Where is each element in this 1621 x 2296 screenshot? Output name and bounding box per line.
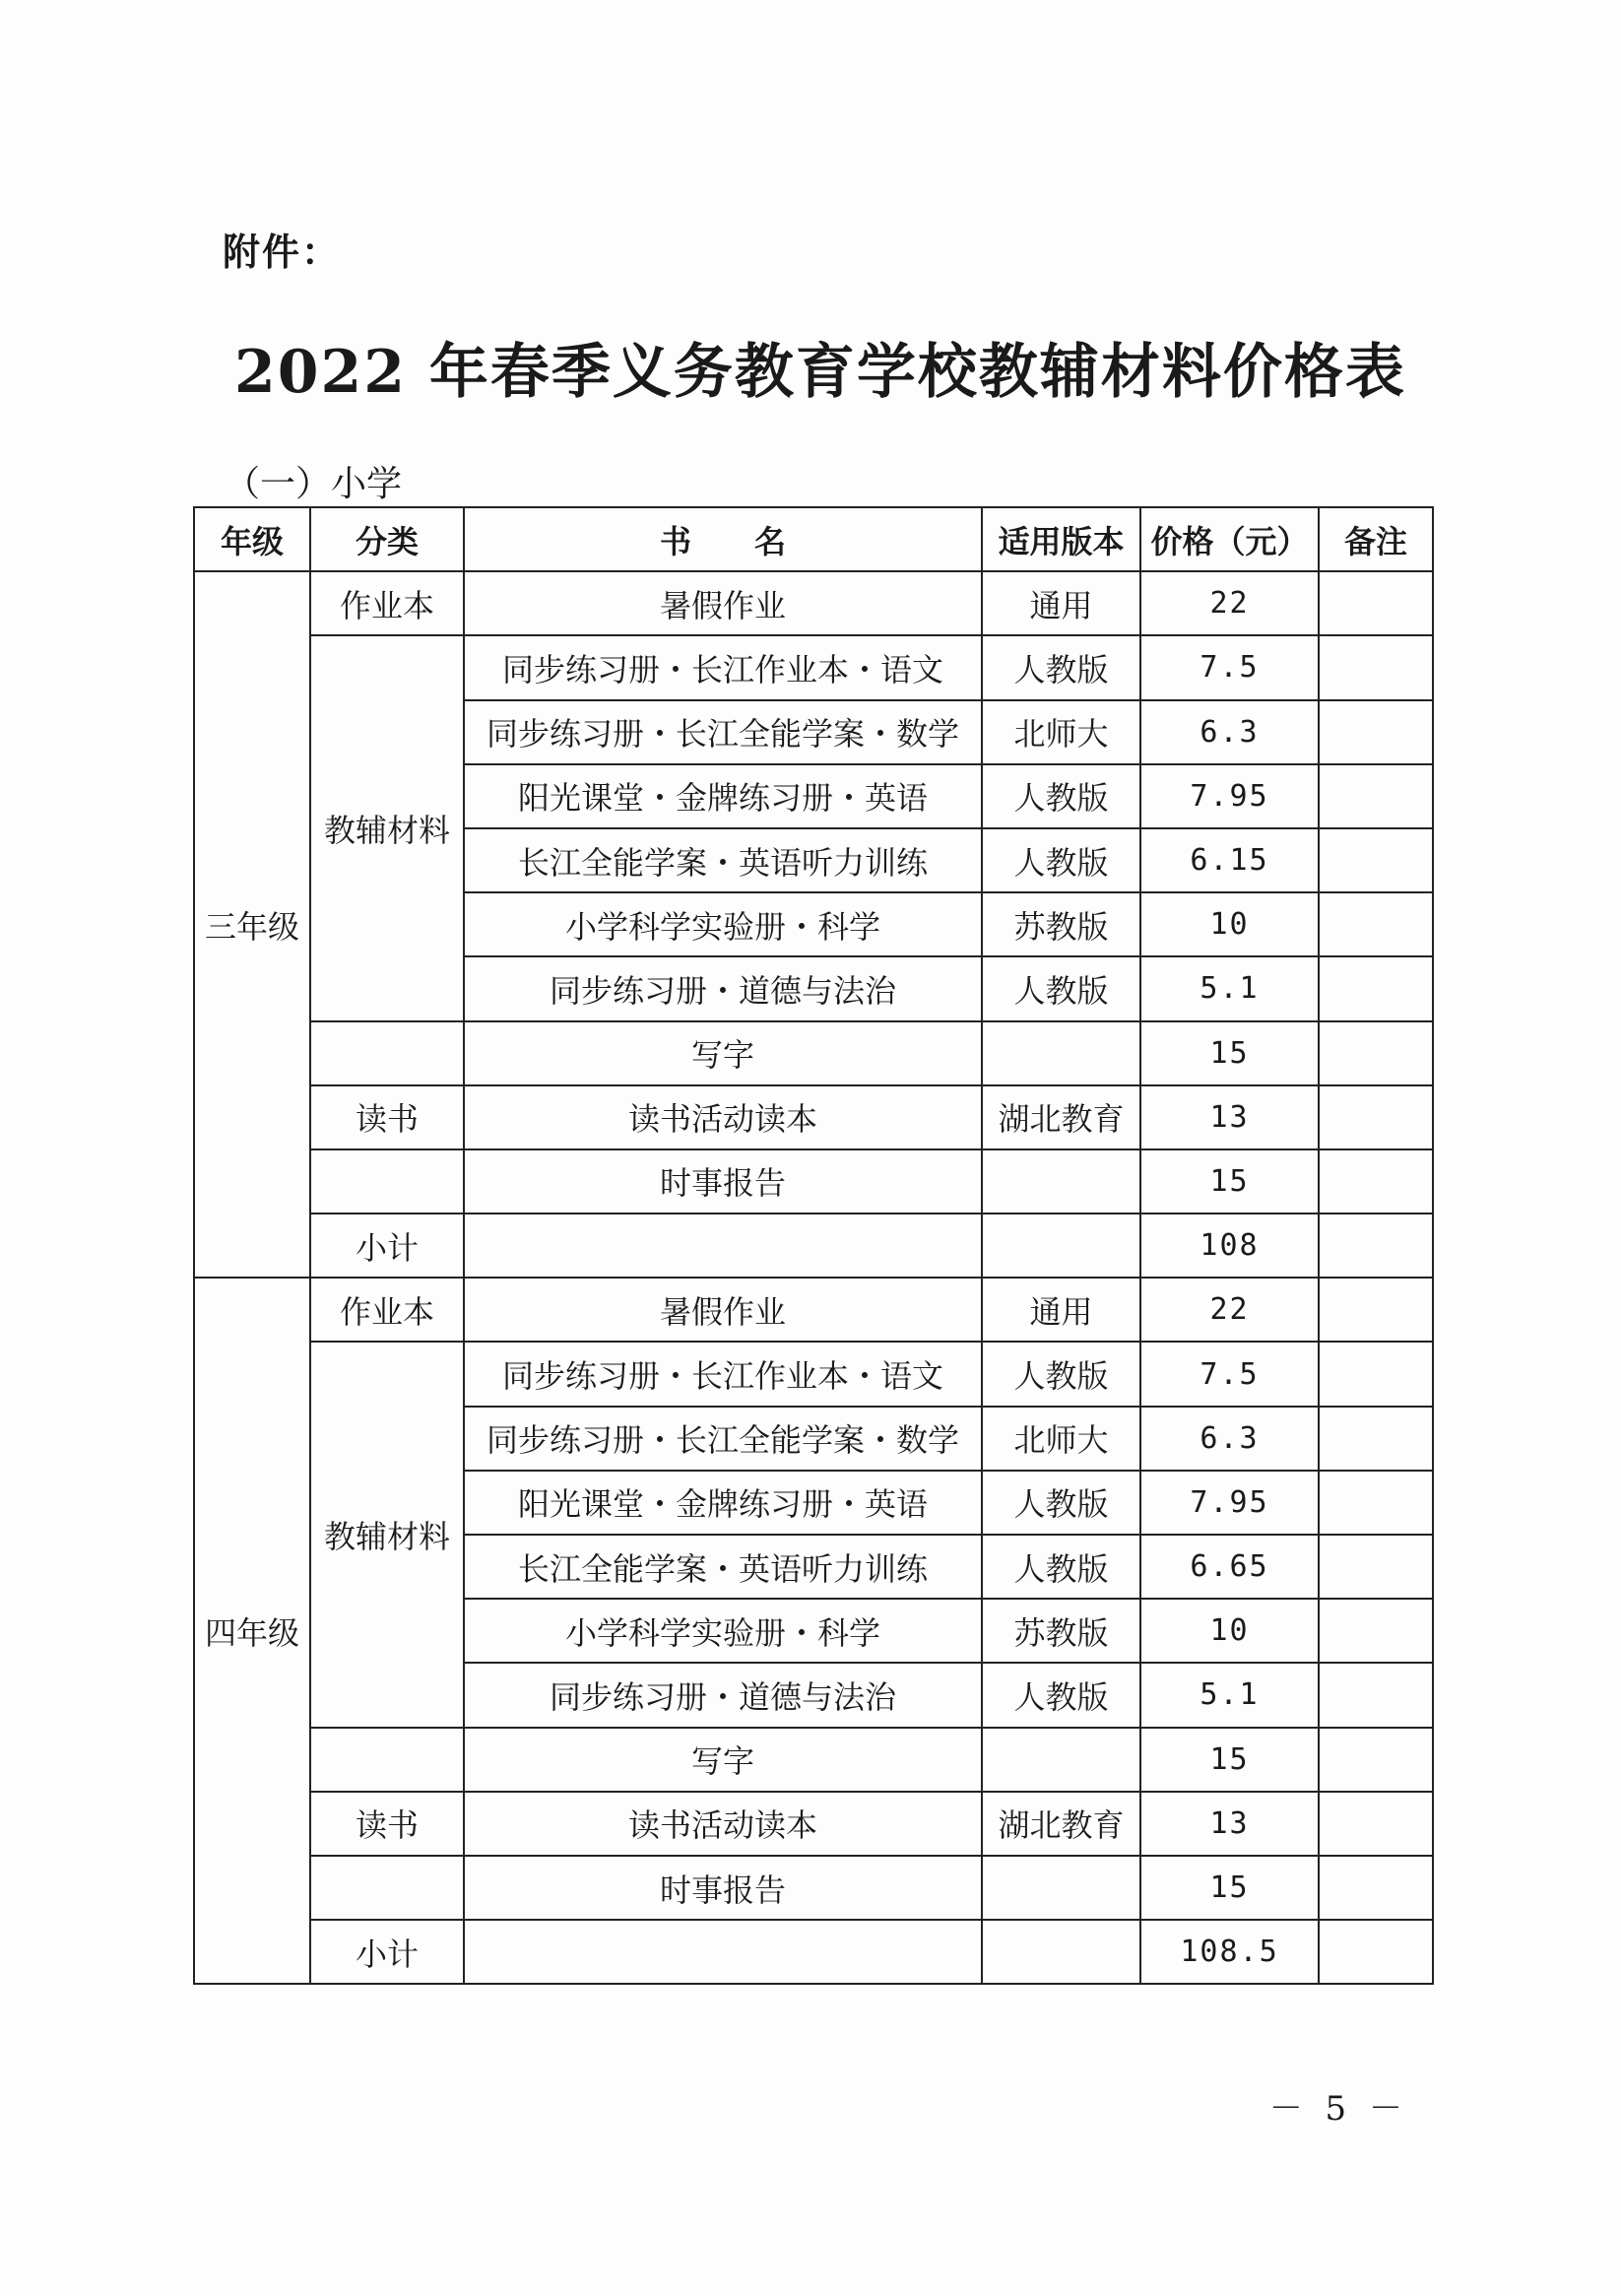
price-cell: 7.5 xyxy=(1140,1342,1319,1406)
edition-cell: 湖北教育 xyxy=(982,1085,1140,1149)
note-cell xyxy=(1319,1149,1433,1214)
price-cell: 6.65 xyxy=(1140,1535,1319,1599)
section-heading: （一）小学 xyxy=(225,464,403,504)
edition-cell: 人教版 xyxy=(982,635,1140,699)
note-cell xyxy=(1319,764,1433,828)
price-cell: 6.3 xyxy=(1140,700,1319,764)
subtotal-price: 108 xyxy=(1140,1214,1319,1278)
price-cell: 6.3 xyxy=(1140,1407,1319,1471)
book-name-cell: 同步练习册・长江全能学案・数学 xyxy=(464,1407,982,1471)
subtotal-price: 108.5 xyxy=(1140,1920,1319,1984)
note-cell xyxy=(1319,1342,1433,1406)
category-cell: 读书 xyxy=(310,1085,464,1149)
note-cell xyxy=(1319,1728,1433,1792)
price-cell: 22 xyxy=(1140,1278,1319,1342)
edition-cell: 苏教版 xyxy=(982,892,1140,956)
price-cell: 15 xyxy=(1140,1021,1319,1085)
price-cell: 10 xyxy=(1140,892,1319,956)
book-name-cell: 时事报告 xyxy=(464,1856,982,1920)
table-row xyxy=(194,1342,1433,1406)
book-name-cell: 阳光课堂・金牌练习册・英语 xyxy=(464,764,982,828)
table-row xyxy=(194,1278,1433,1342)
table-header-row xyxy=(194,507,1433,571)
table-row xyxy=(194,1021,1433,1085)
note-cell xyxy=(1319,1920,1433,1984)
book-name-cell xyxy=(464,1920,982,1984)
category-cell: 作业本 xyxy=(310,1278,464,1342)
edition-cell xyxy=(982,1149,1140,1214)
document-title: 2022 年春季义务教育学校教辅材料价格表 xyxy=(234,338,1406,407)
book-name-cell: 写字 xyxy=(464,1728,982,1792)
note-cell xyxy=(1319,1278,1433,1342)
book-name-cell: 同步练习册・长江全能学案・数学 xyxy=(464,700,982,764)
header-grade: 年级 xyxy=(194,507,310,571)
category-cell xyxy=(310,1149,464,1214)
edition-cell: 湖北教育 xyxy=(982,1792,1140,1856)
edition-cell xyxy=(982,1728,1140,1792)
book-name-cell: 暑假作业 xyxy=(464,571,982,635)
edition-cell xyxy=(982,1214,1140,1278)
header-price: 价格（元） xyxy=(1140,507,1319,571)
book-name-cell: 读书活动读本 xyxy=(464,1792,982,1856)
edition-cell: 人教版 xyxy=(982,1342,1140,1406)
attachment-label: 附件： xyxy=(223,230,342,274)
category-cell: 作业本 xyxy=(310,571,464,635)
table-row xyxy=(194,1856,1433,1920)
price-cell: 15 xyxy=(1140,1856,1319,1920)
edition-cell: 人教版 xyxy=(982,1663,1140,1727)
price-cell: 10 xyxy=(1140,1599,1319,1663)
book-name-cell: 读书活动读本 xyxy=(464,1085,982,1149)
note-cell xyxy=(1319,1535,1433,1599)
subtotal-label: 小计 xyxy=(310,1214,464,1278)
price-cell: 7.95 xyxy=(1140,1471,1319,1535)
note-cell xyxy=(1319,1856,1433,1920)
subtotal-row xyxy=(194,1214,1433,1278)
edition-cell: 北师大 xyxy=(982,700,1140,764)
grade-cell: 四年级 xyxy=(194,1278,310,1984)
category-cell: 读书 xyxy=(310,1792,464,1856)
price-cell: 22 xyxy=(1140,571,1319,635)
price-cell: 5.1 xyxy=(1140,1663,1319,1727)
book-name-cell: 小学科学实验册・科学 xyxy=(464,892,982,956)
note-cell xyxy=(1319,1214,1433,1278)
book-name-cell: 小学科学实验册・科学 xyxy=(464,1599,982,1663)
note-cell xyxy=(1319,700,1433,764)
table-row xyxy=(194,571,1433,635)
price-cell: 5.1 xyxy=(1140,956,1319,1020)
note-cell xyxy=(1319,1085,1433,1149)
price-cell: 15 xyxy=(1140,1728,1319,1792)
edition-cell: 苏教版 xyxy=(982,1599,1140,1663)
edition-cell xyxy=(982,1021,1140,1085)
book-name-cell: 阳光课堂・金牌练习册・英语 xyxy=(464,1471,982,1535)
book-name-cell: 写字 xyxy=(464,1021,982,1085)
price-cell: 7.5 xyxy=(1140,635,1319,699)
note-cell xyxy=(1319,1021,1433,1085)
table-row xyxy=(194,1149,1433,1214)
note-cell xyxy=(1319,1599,1433,1663)
book-name-cell: 同步练习册・长江作业本・语文 xyxy=(464,1342,982,1406)
price-cell: 7.95 xyxy=(1140,764,1319,828)
edition-cell xyxy=(982,1856,1140,1920)
subtotal-label: 小计 xyxy=(310,1920,464,1984)
table-row xyxy=(194,635,1433,699)
edition-cell xyxy=(982,1920,1140,1984)
page-number: － 5 － xyxy=(1268,2089,1408,2129)
book-name-cell: 时事报告 xyxy=(464,1149,982,1214)
header-category: 分类 xyxy=(310,507,464,571)
note-cell xyxy=(1319,1663,1433,1727)
subtotal-row xyxy=(194,1920,1433,1984)
table-row xyxy=(194,1792,1433,1856)
table-row xyxy=(194,1728,1433,1792)
edition-cell: 通用 xyxy=(982,1278,1140,1342)
note-cell xyxy=(1319,1471,1433,1535)
category-cell xyxy=(310,1021,464,1085)
price-cell: 15 xyxy=(1140,1149,1319,1214)
header-note: 备注 xyxy=(1319,507,1433,571)
book-name-cell: 长江全能学案・英语听力训练 xyxy=(464,1535,982,1599)
book-name-cell: 暑假作业 xyxy=(464,1278,982,1342)
header-edition: 适用版本 xyxy=(982,507,1140,571)
edition-cell: 人教版 xyxy=(982,828,1140,892)
book-name-cell: 长江全能学案・英语听力训练 xyxy=(464,828,982,892)
edition-cell: 人教版 xyxy=(982,1471,1140,1535)
edition-cell: 北师大 xyxy=(982,1407,1140,1471)
price-cell: 6.15 xyxy=(1140,828,1319,892)
table-row xyxy=(194,1085,1433,1149)
header-book-name: 书 名 xyxy=(464,507,982,571)
category-cell: 教辅材料 xyxy=(310,1342,464,1727)
note-cell xyxy=(1319,571,1433,635)
note-cell xyxy=(1319,892,1433,956)
note-cell xyxy=(1319,1407,1433,1471)
note-cell xyxy=(1319,956,1433,1020)
edition-cell: 通用 xyxy=(982,571,1140,635)
category-cell xyxy=(310,1728,464,1792)
category-cell xyxy=(310,1856,464,1920)
book-name-cell: 同步练习册・道德与法治 xyxy=(464,1663,982,1727)
edition-cell: 人教版 xyxy=(982,1535,1140,1599)
category-cell: 教辅材料 xyxy=(310,635,464,1020)
note-cell xyxy=(1319,1792,1433,1856)
edition-cell: 人教版 xyxy=(982,956,1140,1020)
book-name-cell: 同步练习册・长江作业本・语文 xyxy=(464,635,982,699)
grade-cell: 三年级 xyxy=(194,571,310,1278)
price-table xyxy=(193,506,1434,1985)
price-cell: 13 xyxy=(1140,1085,1319,1149)
book-name-cell xyxy=(464,1214,982,1278)
note-cell xyxy=(1319,635,1433,699)
price-cell: 13 xyxy=(1140,1792,1319,1856)
note-cell xyxy=(1319,828,1433,892)
edition-cell: 人教版 xyxy=(982,764,1140,828)
book-name-cell: 同步练习册・道德与法治 xyxy=(464,956,982,1020)
